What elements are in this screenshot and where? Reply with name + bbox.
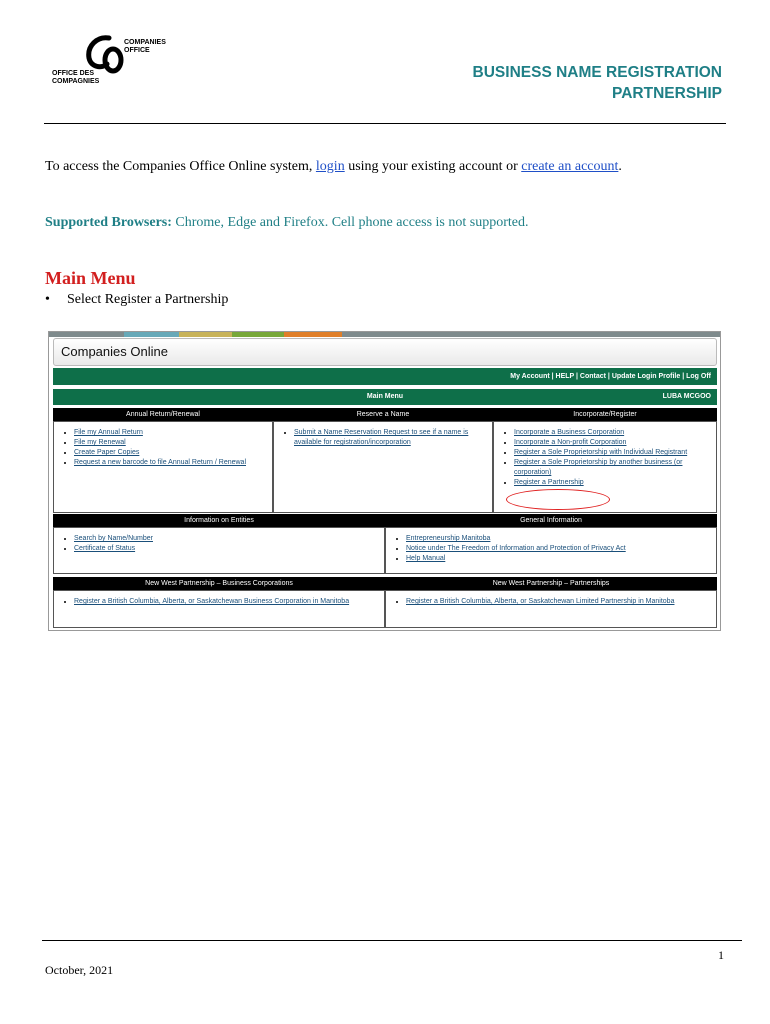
section-reserve-name: Reserve a Name [273,408,493,421]
document-title: BUSINESS NAME REGISTRATION PARTNERSHIP [472,64,722,102]
register-partnership-item[interactable]: • Register a Partnership [514,478,716,488]
reserve-name-cell [273,421,493,513]
main-menu-bullet: • Select Register a Partnership [45,292,229,307]
section-information-entities: Information on Entities [53,514,385,527]
main-menu-heading: Main Menu [45,268,136,288]
footer-divider [42,940,742,941]
list-item[interactable]: • Help Manual [406,554,716,564]
supported-browsers: Supported Browsers: Chrome, Edge and Firefox. Cell phone access is not supported. [45,215,529,230]
list-item[interactable]: • Certificate of Status [74,544,384,554]
general-info-cell [385,527,717,574]
main-menu-bar: Main Menu LUBA MCGOO [53,389,717,405]
list-item[interactable]: • Register a British Columbia, Alberta, or Saskatchewan Limited Partnership in Manitoba [406,597,716,607]
user-name: LUBA MCGOO [662,393,711,400]
nwp-corp-cell [53,590,385,628]
app-header: Companies Online [53,338,717,366]
color-strip [49,332,720,337]
create-account-link[interactable]: create an account [521,159,619,174]
annual-return-cell [53,421,273,513]
list-item[interactable]: • Submit a Name Reservation Request to see if a name is available for registration/incorporation [294,428,492,448]
list-item[interactable]: • Search by Name/Number [74,534,384,544]
list-item[interactable]: • Register a Sole Proprietorship with Individual Registrant [514,448,716,458]
nwp-part-cell [385,590,717,628]
list-item[interactable]: • Incorporate a Non-profit Corporation [514,438,716,448]
top-nav[interactable]: My Account | HELP | Contact | Update Login Profile | Log Off [53,368,717,385]
list-item[interactable]: • File my Renewal [74,438,272,448]
section-annual-return: Annual Return/Renewal [53,408,273,421]
list-item[interactable]: • Create Paper Copies [74,448,272,458]
header-divider [44,123,726,124]
list-item[interactable]: • Incorporate a Business Corporation [514,428,716,438]
list-item[interactable]: • Entrepreneurship Manitoba [406,534,716,544]
section-nwp-corporations: New West Partnership – Business Corporations [53,577,385,590]
page-number: 1 [718,948,724,962]
companies-office-logo [52,34,170,90]
highlight-circle [506,489,610,510]
logo-text-en: COMPANIES OFFICE [124,39,166,54]
list-item[interactable]: • File my Annual Return [74,428,272,438]
list-item[interactable]: • Register a British Columbia, Alberta, or Saskatchewan Business Corporation in Manitoba [74,597,384,607]
logo-text-fr: OFFICE DES COMPAGNIES [52,70,100,85]
information-cell [53,527,385,574]
login-link[interactable]: login [315,159,345,174]
section-general-information: General Information [385,514,717,527]
footer-date: October, 2021 [45,963,114,977]
section-incorporate: Incorporate/Register [493,408,717,421]
section-nwp-partnerships: New West Partnership – Partnerships [385,577,717,590]
list-item[interactable]: • Notice under The Freedom of Information and Protection of Privacy Act [406,544,716,554]
list-item[interactable]: • Request a new barcode to file Annual Return / Renewal [74,458,272,468]
co-monogram-icon [85,34,127,74]
list-item[interactable]: • Register a Sole Proprietorship by another business (or corporation) [514,458,716,478]
companies-online-screenshot [48,331,721,631]
intro-paragraph: To access the Companies Office Online system, login using your existing account or create an account. [45,159,622,174]
